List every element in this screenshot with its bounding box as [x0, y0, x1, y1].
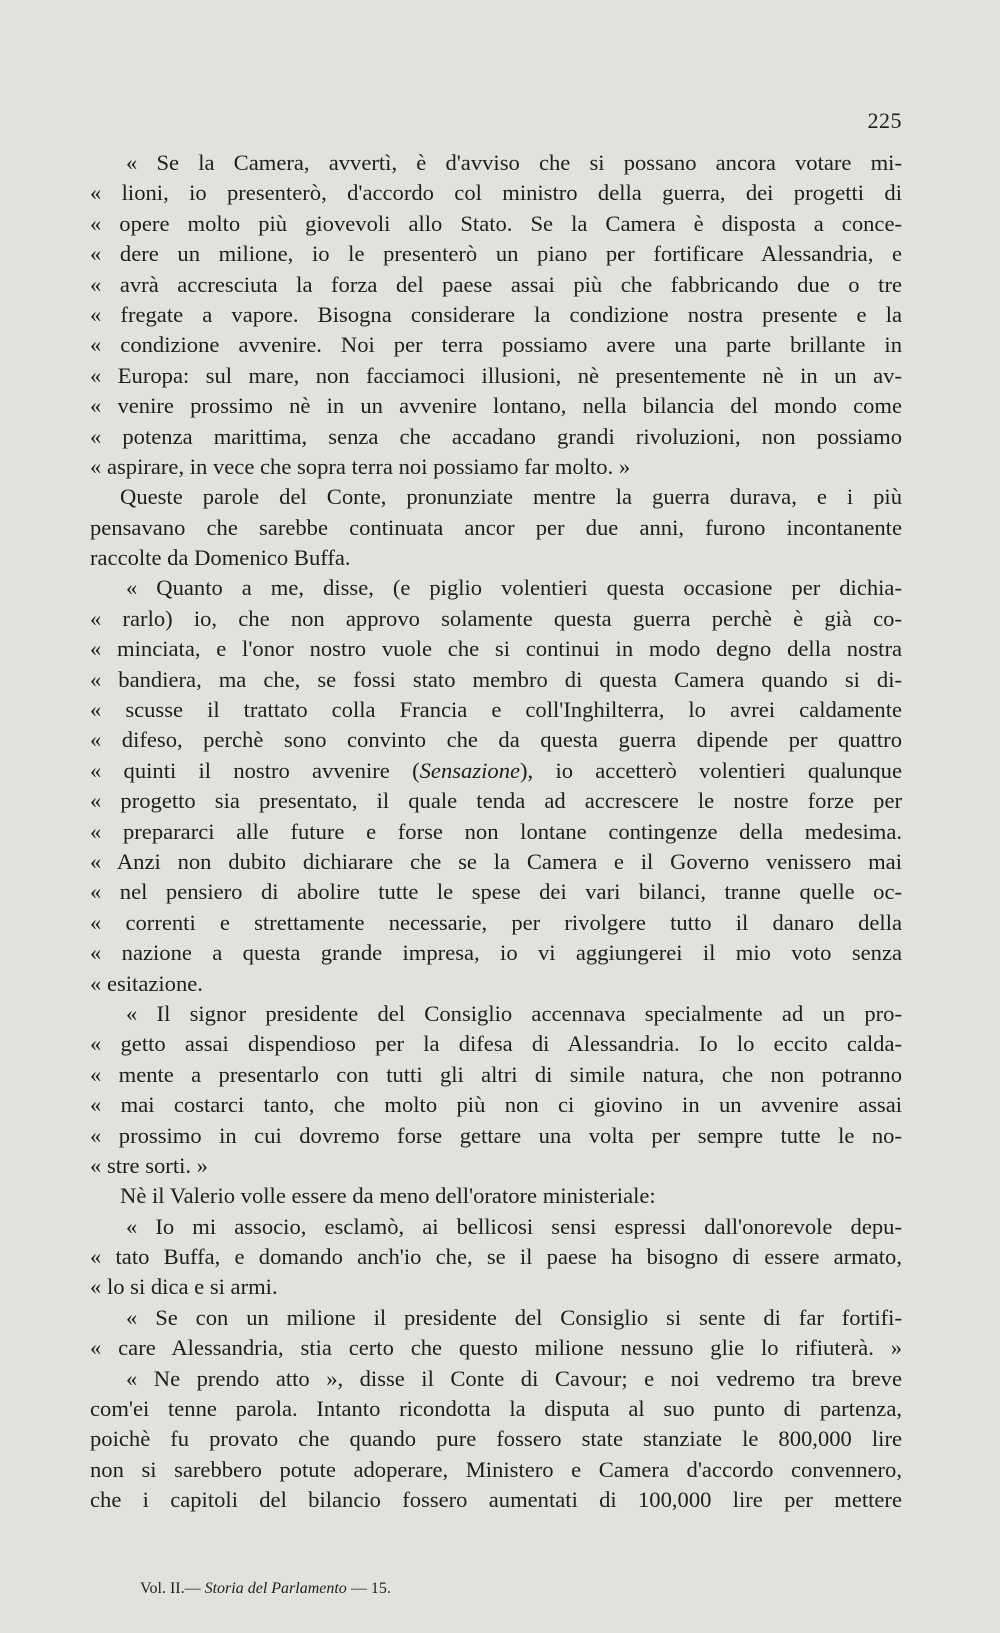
text-line: « rarlo) io, che non approvo solamente questa guerra perchè è già co-: [90, 605, 902, 631]
text-line: « mai costarci tanto, che molto più non ci giovino in un avvenire assai: [90, 1092, 902, 1118]
text-line: « minciata, e l'onor nostro vuole che si continui in modo degno della nostra: [90, 636, 902, 662]
text-line: « nel pensiero di abolire tutte le spese dei vari bilanci, tranne quelle oc-: [90, 879, 902, 905]
text-line: « mente a presentarlo con tutti gli altri di simile natura, che non potranno: [90, 1061, 902, 1087]
text-line: « lioni, io presenterò, d'accordo col ministro della guerra, dei progetti di: [90, 180, 902, 206]
text-line: « prossimo in cui dovremo forse gettare una volta per sempre tutte le no-: [90, 1122, 902, 1148]
text-line: « venire prossimo nè in un avvenire lontano, nella bilancia del mondo come: [90, 393, 902, 419]
text-line: « bandiera, ma che, se fossi stato membro di questa Camera quando si di-: [90, 666, 902, 692]
text-line: « difeso, perchè sono convinto che da questa guerra dipende per quattro: [90, 727, 902, 753]
text-line: com'ei tenne parola. Intanto ricondotta la disputa al suo punto di partenza,: [90, 1396, 902, 1422]
page-number: 225: [867, 108, 902, 133]
text-line: « Anzi non dubito dichiarare che se la Camera e il Governo venissero mai: [90, 848, 902, 874]
body-text: [90, 148, 902, 1516]
text-line: « scusse il trattato colla Francia e coll'Inghilterra, lo avrei caldamente: [90, 697, 902, 723]
text-line: « progetto sia presentato, il quale tenda ad accrescere le nostre forze per: [90, 788, 902, 814]
text-line: « Ne prendo atto », disse il Conte di Cavour; e noi vedremo tra breve: [126, 1365, 902, 1391]
text-line: « quinti il nostro avvenire (Sensazione), io accetterò volentieri qualunque: [90, 757, 902, 783]
footer-sheet: — 15.: [350, 1580, 391, 1597]
footer-title: Storia del Parlamento: [204, 1580, 347, 1597]
text-line: « dere un milione, io le presenterò un piano per fortificare Alessandria, e: [90, 241, 902, 267]
text-line: « Europa: sul mare, non facciamoci illusioni, nè presentemente nè in un av-: [90, 362, 902, 388]
text-line: « aspirare, in vece che sopra terra noi possiamo far molto. »: [90, 453, 631, 479]
text-line: « Se con un milione il presidente del Consiglio si sente di far fortifi-: [126, 1304, 902, 1330]
text-line: « opere molto più giovevoli allo Stato. Se la Camera è disposta a conce-: [90, 210, 902, 236]
text-line: « Quanto a me, disse, (e piglio volentieri questa occasione per dichia-: [126, 575, 902, 601]
text-line: « getto assai dispendioso per la difesa di Alessandria. Io lo eccito calda-: [90, 1031, 902, 1057]
text-line: « correnti e strettamente necessarie, per rivolgere tutto il danaro della: [90, 909, 902, 935]
text-line: « esitazione.: [90, 970, 203, 996]
text-line: Nè il Valerio volle essere da meno dell'oratore ministeriale:: [120, 1183, 656, 1209]
footer-volume: Vol. II.—: [140, 1580, 201, 1597]
text-line: « Se la Camera, avvertì, è d'avviso che si possano ancora votare mi-: [126, 150, 902, 175]
text-line: raccolte da Domenico Buffa.: [90, 545, 351, 571]
text-line: « prepararci alle future e forse non lontane contingenze della medesima.: [90, 818, 902, 844]
text-line: « nazione a questa grande impresa, io vi aggiungerei il mio voto senza: [90, 940, 902, 966]
text-line: « Io mi associo, esclamò, ai bellicosi sensi espressi dall'onorevole depu-: [126, 1213, 902, 1239]
page-footer: [140, 1580, 391, 1598]
text-line: « potenza marittima, senza che accadano grandi rivoluzioni, non possiamo: [90, 423, 902, 449]
text-line: « care Alessandria, stia certo che questo milione nessuno glie lo rifiuterà. »: [90, 1335, 902, 1361]
text-line: « fregate a vapore. Bisogna considerare la condizione nostra presente e la: [90, 301, 902, 327]
text-line: « condizione avvenire. Noi per terra possiamo avere una parte brillante in: [90, 332, 902, 358]
text-line: « lo si dica e si armi.: [90, 1274, 278, 1300]
text-line: poichè fu provato che quando pure fossero state stanziate le 800,000 lire: [90, 1426, 902, 1452]
text-line: « tato Buffa, e domando anch'io che, se il paese ha bisogno di essere armato,: [90, 1244, 902, 1270]
text-line: « stre sorti. »: [90, 1152, 208, 1178]
text-line: che i capitoli del bilancio fossero aumentati di 100,000 lire per mettere: [90, 1487, 902, 1513]
text-line: Queste parole del Conte, pronunziate mentre la guerra durava, e i più: [120, 484, 902, 510]
text-line: non si sarebbero potute adoperare, Ministero e Camera d'accordo convennero,: [90, 1456, 902, 1482]
text-line: pensavano che sarebbe continuata ancor per due anni, furono incontanente: [90, 514, 902, 540]
text-line: « Il signor presidente del Consiglio accennava specialmente ad un pro-: [126, 1000, 902, 1026]
text-line: « avrà accresciuta la forza del paese assai più che fabbricando due o tre: [90, 271, 902, 297]
